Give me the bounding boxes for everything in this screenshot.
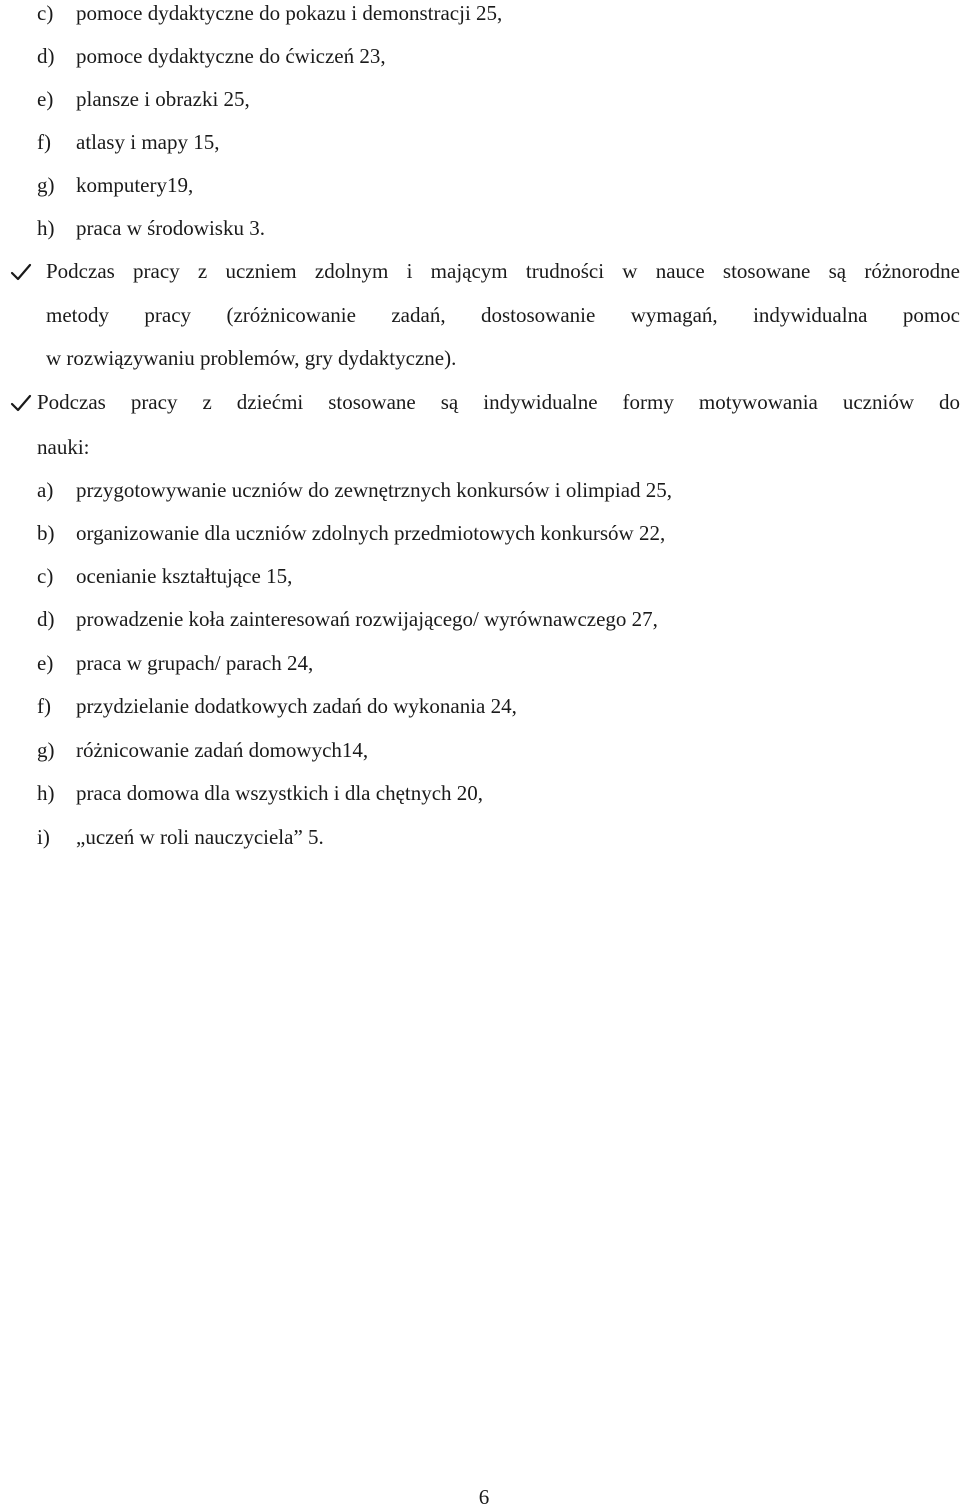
list-marker: i) (37, 825, 50, 849)
checkmark-icon (10, 392, 32, 414)
bullet-1-line-2: metody pracy (zróżnicowanie zadań, dostosowanie wymagań, indywidualna pomoc (46, 303, 960, 327)
list-item-text: organizowanie dla uczniów zdolnych przedmiotowych konkursów 22, (76, 521, 666, 545)
bullet-2-line-1: Podczas pracy z dziećmi stosowane są indywidualne formy motywowania uczniów do (37, 390, 960, 414)
bullet-1-line-3: w rozwiązywaniu problemów, gry dydaktyczne). (46, 346, 457, 370)
list-item-text: praca domowa dla wszystkich i dla chętnych 20, (76, 781, 484, 805)
list-item-text: przydzielanie dodatkowych zadań do wykonania 24, (76, 694, 517, 718)
list-item-text: pomoce dydaktyczne do pokazu i demonstracji 25, (76, 1, 503, 25)
list-item-text: ocenianie kształtujące 15, (76, 564, 293, 588)
list-marker: e) (37, 651, 54, 675)
list-item-text: pomoce dydaktyczne do ćwiczeń 23, (76, 44, 386, 68)
list-item-text: „uczeń w roli nauczyciela” 5. (76, 825, 324, 849)
list-marker: d) (37, 44, 55, 68)
list-item-text: prowadzenie koła zainteresowań rozwijającego/ wyrównawczego 27, (76, 607, 658, 631)
list-item-text: plansze i obrazki 25, (76, 87, 250, 111)
list-marker: d) (37, 607, 55, 631)
list-marker: b) (37, 521, 55, 545)
list-marker: e) (37, 87, 54, 111)
list-marker: g) (37, 738, 55, 762)
list-item-text: atlasy i mapy 15, (76, 130, 220, 154)
list-item-text: komputery19, (76, 173, 194, 197)
list-item-text: różnicowanie zadań domowych14, (76, 738, 369, 762)
list-marker: h) (37, 781, 55, 805)
list-marker: g) (37, 173, 55, 197)
list-marker: c) (37, 1, 54, 25)
bullet-1-line-1: Podczas pracy z uczniem zdolnym i mającym trudności w nauce stosowane są różnorodne (46, 259, 960, 283)
checkmark-icon (10, 261, 32, 283)
list-marker: c) (37, 564, 54, 588)
list-item-text: przygotowywanie uczniów do zewnętrznych konkursów i olimpiad 25, (76, 478, 673, 502)
bullet-2-line-2: nauki: (37, 435, 90, 459)
page-number: 6 (478, 1485, 490, 1509)
list-marker: f) (37, 694, 51, 718)
list-marker: h) (37, 216, 55, 240)
list-item-text: praca w grupach/ parach 24, (76, 651, 314, 675)
list-marker: f) (37, 130, 51, 154)
list-marker: a) (37, 478, 54, 502)
list-item-text: praca w środowisku 3. (76, 216, 265, 240)
